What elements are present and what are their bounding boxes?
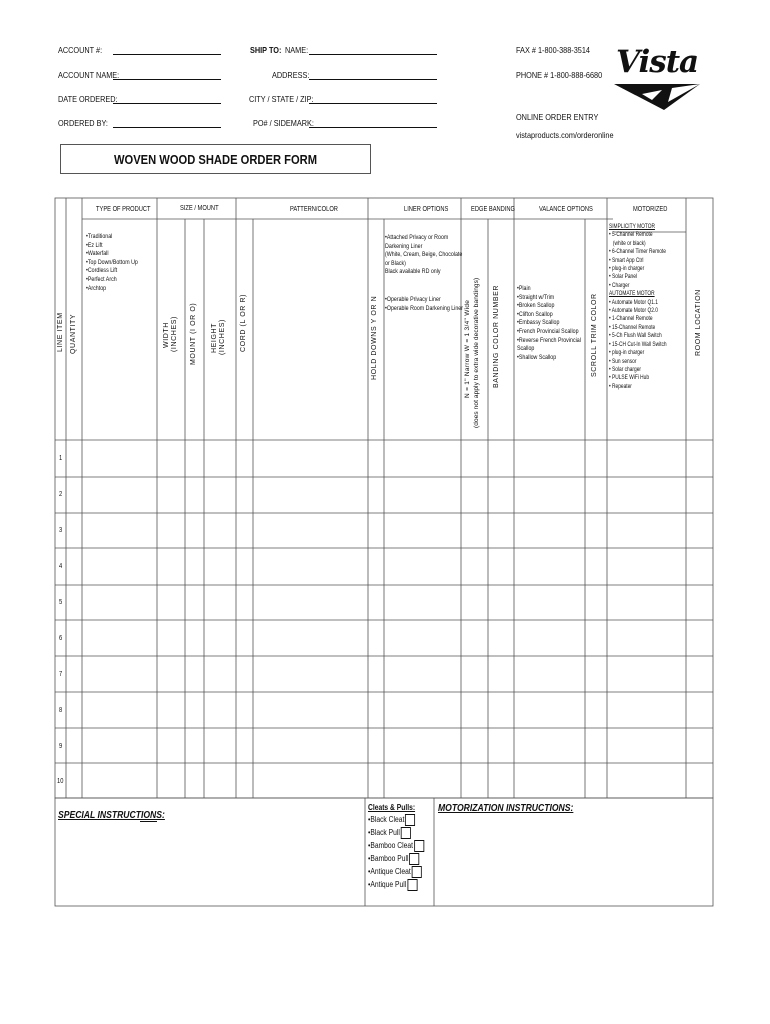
form-title-box: [60, 144, 371, 174]
account-name-label: ACCOUNT NAME:: [58, 70, 120, 80]
special-instructions-underline: [140, 821, 157, 822]
list-item: •Top Down/Bottom Up: [86, 258, 138, 266]
col-motorized: MOTORIZED: [633, 206, 668, 213]
col-line-item: LINE ITEM: [57, 312, 64, 352]
list-item: • Sun sensor: [609, 357, 637, 365]
list-item: •Clifton Scallop: [517, 310, 553, 318]
cleat-option[interactable]: •Antique Pull: [368, 878, 424, 891]
special-instructions-area[interactable]: [57, 826, 363, 904]
checkbox[interactable]: [405, 814, 415, 826]
online-order-entry: ONLINE ORDER ENTRY: [516, 112, 599, 122]
col-height: HEIGHT: [211, 322, 218, 353]
col-mount: MOUNT (I OR O): [190, 302, 197, 365]
ordered-by-label: ORDERED BY:: [58, 118, 108, 128]
col-hold-downs: HOLD DOWNS Y OR N: [371, 295, 378, 380]
row-number: 2: [59, 491, 63, 498]
list-item: • 5-Ch Flush Wall Switch: [609, 332, 662, 340]
list-item: •Shallow Scallop: [517, 353, 557, 361]
col-edge-banding: EDGE BANDING: [471, 206, 516, 213]
list-item: • Charger: [609, 281, 630, 289]
list-item: •Plain: [517, 285, 531, 292]
checkbox[interactable]: [412, 866, 422, 878]
cleats-pulls-title: Cleats & Pulls:: [368, 803, 416, 812]
checkbox[interactable]: [407, 879, 417, 891]
list-item: • plug-in charger: [609, 265, 645, 273]
cleats-pulls-list: [368, 803, 424, 891]
list-item: or Black): [385, 259, 406, 267]
list-item: •Broken Scallop: [517, 302, 555, 310]
col-pattern-color: PATTERN/COLOR: [290, 206, 338, 213]
list-item: • 5-Channel Remote: [609, 231, 653, 239]
list-item: •Ez Lift: [86, 241, 103, 249]
cleat-option[interactable]: •Black Pull: [368, 826, 424, 839]
valance-options-list: [517, 285, 581, 362]
liner-options-list-2: [385, 296, 463, 313]
list-item: • PULSE WiFi Hub: [609, 374, 650, 382]
list-item: • Automate Motor Q2.0: [609, 307, 658, 315]
list-item: Darkening Liner: [385, 242, 423, 250]
vista-logo: Vista: [612, 44, 702, 112]
ship-name-label: NAME:: [285, 45, 309, 55]
checkbox[interactable]: [401, 827, 411, 839]
list-item: •French Provincial Scallop: [517, 327, 579, 335]
list-item: • plug-in charger: [609, 349, 645, 357]
cleat-option[interactable]: •Bamboo Pull: [368, 852, 424, 865]
account-number-field[interactable]: [113, 54, 221, 55]
row-number: 3: [59, 527, 63, 534]
col-width: WIDTH: [163, 322, 170, 348]
date-ordered-field[interactable]: [113, 103, 221, 104]
date-ordered-label: DATE ORDERED:: [58, 94, 118, 104]
list-item: • Smart App Ctrl: [609, 256, 644, 264]
motorization-instructions-label: MOTORIZATION INSTRUCTIONS:: [438, 803, 574, 814]
list-heading: SIMPLICITY MOTOR: [609, 223, 655, 230]
col-liner-options: LINER OPTIONS: [404, 206, 449, 213]
row-number: 8: [59, 707, 63, 714]
list-heading: AUTOMATE MOTOR: [609, 290, 655, 298]
account-number-label: ACCOUNT #:: [58, 45, 103, 55]
list-item: • Repeater: [609, 382, 632, 390]
list-item: •Traditional: [86, 233, 113, 240]
col-banding-color: BANDING COLOR NUMBER: [493, 284, 500, 388]
po-sidemark-field[interactable]: [309, 127, 437, 128]
col-width-unit: (INCHES): [171, 316, 178, 352]
col-type-of-product: TYPE OF PRODUCT: [96, 206, 151, 213]
col-banding-width: N = 1" Narrow W = 1 3/4" Wide: [464, 299, 471, 398]
list-item: •Reverse French Provincial: [517, 336, 581, 344]
row-number: 10: [57, 778, 64, 785]
list-item: •Attached Privacy or Room: [385, 234, 449, 241]
cleat-option[interactable]: •Black Cleat: [368, 813, 424, 826]
fax-number: FAX # 1-800-388-3514: [516, 45, 590, 55]
list-item: (White, Cream, Beige, Chocolate: [385, 251, 463, 259]
row-number: 9: [59, 743, 63, 750]
col-cord: CORD (L OR R): [240, 293, 247, 352]
list-item: Black available RD only: [385, 268, 441, 276]
phone-number: PHONE # 1-800-888-6680: [516, 70, 603, 80]
row-number: 1: [59, 455, 63, 462]
col-size-mount: SIZE / MOUNT: [180, 205, 219, 212]
col-room-location: ROOM LOCATION: [695, 289, 702, 356]
list-item: • 1-Channel Remote: [609, 315, 653, 323]
list-item: •Cordless Lift: [86, 267, 118, 275]
row-number: 4: [59, 563, 63, 570]
list-item: •Perfect Arch: [86, 275, 117, 283]
product-type-list: [86, 233, 138, 293]
liner-options-list: [385, 234, 462, 277]
col-valance-options: VALANCE OPTIONS: [539, 206, 593, 213]
list-item: •Archtop: [86, 284, 107, 292]
ship-name-field[interactable]: [309, 54, 437, 55]
row-number: 6: [59, 635, 63, 642]
col-banding-note: (does not apply to extra wide decorative bandings): [473, 277, 480, 428]
list-item: Scallop: [517, 345, 535, 353]
list-item: • Solar Panel: [609, 273, 637, 281]
list-item: • 15-Channel Remote: [609, 323, 656, 331]
list-item: •Operable Privacy Liner: [385, 296, 441, 303]
motorization-instructions-area[interactable]: [436, 818, 711, 904]
list-item: •Waterfall: [86, 250, 109, 258]
row-number: 5: [59, 599, 63, 606]
list-item: • Solar charger: [609, 365, 642, 373]
city-state-zip-field[interactable]: [309, 103, 437, 104]
special-instructions-label: SPECIAL INSTRUCTIONS:: [58, 810, 165, 821]
list-item: • 6-Channel Timer Remote: [609, 248, 666, 256]
ordered-by-field[interactable]: [113, 127, 221, 128]
cleat-option[interactable]: •Antique Cleat: [368, 865, 424, 878]
address-field[interactable]: [309, 79, 437, 80]
list-item: •Embassy Scallop: [517, 319, 560, 327]
online-order-url[interactable]: vistaproducts.com/orderonline: [516, 130, 614, 140]
row-number: 7: [59, 671, 63, 678]
address-label: ADDRESS:: [272, 70, 310, 80]
list-item: •Operable Room Darkening Liner: [385, 304, 464, 312]
col-quantity: QUANTITY: [70, 313, 77, 354]
list-item: (white or black): [612, 239, 646, 247]
po-sidemark-label: PO# / SIDEMARK:: [253, 118, 314, 128]
city-state-zip-label: CITY / STATE / ZIP:: [249, 94, 314, 104]
col-height-unit: (INCHES): [219, 319, 226, 355]
cleat-option[interactable]: •Bamboo Cleat: [368, 839, 424, 852]
list-item: •Straight w/Trim: [517, 293, 555, 301]
list-item: • Automate Motor Q1.1: [609, 298, 658, 306]
account-name-field[interactable]: [113, 79, 221, 80]
motorized-options-list: [609, 223, 667, 391]
form-title: WOVEN WOOD SHADE ORDER FORM: [113, 152, 318, 167]
ship-to-label: SHIP TO:: [250, 45, 282, 55]
col-scroll-trim: SCROLL TRIM COLOR: [591, 293, 598, 377]
checkbox[interactable]: [409, 853, 419, 865]
checkbox[interactable]: [414, 840, 424, 852]
list-item: • 15-CH Cut-In Wall Switch: [609, 340, 667, 348]
